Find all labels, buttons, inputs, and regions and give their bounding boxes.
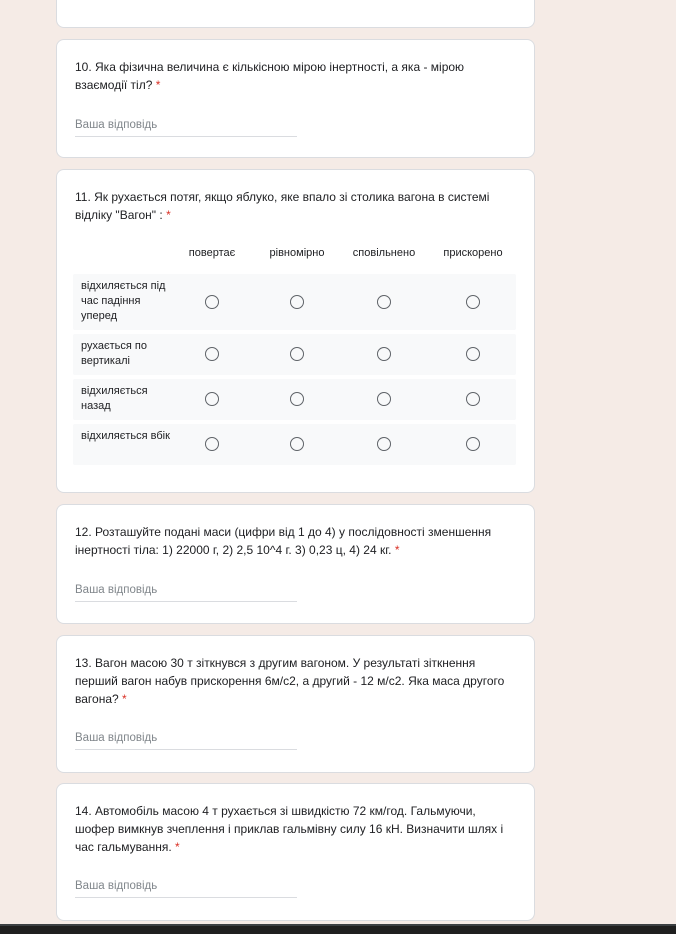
question-card-10 xyxy=(56,39,535,158)
answer-input-10[interactable]: Ваша відповідь xyxy=(75,116,297,137)
answer-input-12[interactable]: Ваша відповідь xyxy=(75,581,297,602)
grid-column-povertaie: повертає xyxy=(188,247,236,259)
required-asterisk: * xyxy=(155,78,161,92)
question-card-12 xyxy=(56,504,535,624)
grid-row-3-label: відхиляється назад xyxy=(81,385,148,412)
question-14-title: 14. Автомобіль масою 4 т рухається зі швидкістю 72 км/год. Гальмуючи, шофер вимкнув зчеплення і приклав гальмівну силу 16 кН. Визначити шлях і час гальмування. * xyxy=(75,804,504,854)
radio-row1-col4[interactable] xyxy=(466,295,480,309)
required-asterisk: * xyxy=(122,692,127,706)
grid-column-pryskoreno: прискорено xyxy=(443,247,503,259)
radio-row4-col2[interactable] xyxy=(290,437,304,451)
radio-row2-col2[interactable] xyxy=(290,347,304,361)
grid-row-4 xyxy=(73,424,516,465)
radio-row1-col1[interactable] xyxy=(205,295,219,309)
radio-row2-col3[interactable] xyxy=(377,347,391,361)
radio-row3-col3[interactable] xyxy=(377,392,391,406)
radio-row1-col2[interactable] xyxy=(290,295,304,309)
previous-question-card xyxy=(56,0,535,28)
question-13-title: 13. Вагон масою 30 т зіткнувся з другим вагоном. У результаті зіткнення перший вагон набув прискорення 6м/с2, а другий - 12 м/с2. Яка маса другого вагона? * xyxy=(75,656,505,706)
question-10-title: 10. Яка фізична величина є кількісною мірою інертності, а яка - мірою взаємодії тіл? * xyxy=(75,60,465,92)
grid-row-4-label: відхиляється вбік xyxy=(81,430,170,442)
required-asterisk: * xyxy=(166,208,171,222)
radio-row2-col4[interactable] xyxy=(466,347,480,361)
radio-row4-col1[interactable] xyxy=(205,437,219,451)
question-11-title: 11. Як рухається потяг, якщо яблуко, яке впало зі столика вагона в системі відліку "Вагон" : * xyxy=(75,190,490,222)
radio-row4-col4[interactable] xyxy=(466,437,480,451)
radio-row4-col3[interactable] xyxy=(377,437,391,451)
radio-row2-col1[interactable] xyxy=(205,347,219,361)
grid-row-1 xyxy=(73,274,516,330)
question-card-14 xyxy=(56,783,535,921)
radio-row1-col3[interactable] xyxy=(377,295,391,309)
question-12-title: 12. Розташуйте подані маси (цифри від 1 до 4) у послідовності зменшення інертності тіла: 1) 22000 г, 2) 2,5 10^4 г. 3) 0,23 ц, 4) 24 кг. * xyxy=(75,525,492,557)
required-asterisk: * xyxy=(394,543,400,557)
question-card-13 xyxy=(56,635,535,773)
answer-input-14[interactable]: Ваша відповідь xyxy=(75,877,297,898)
grid-row-2 xyxy=(73,334,516,375)
grid-row-1-label: відхиляється під час падіння уперед xyxy=(81,280,166,322)
radio-row3-col4[interactable] xyxy=(466,392,480,406)
grid-row-3 xyxy=(73,379,516,420)
bottom-bar-edge xyxy=(0,924,676,926)
radio-row3-col1[interactable] xyxy=(205,392,219,406)
radio-row3-col2[interactable] xyxy=(290,392,304,406)
grid-column-rivnomirno: рівномірно xyxy=(269,247,325,259)
answer-input-13[interactable]: Ваша відповідь xyxy=(75,729,297,750)
window-bottom-bar xyxy=(0,924,676,934)
grid-row-2-label: рухається по вертикалі xyxy=(81,340,147,367)
required-asterisk: * xyxy=(175,840,180,854)
grid-column-spovilneno: сповільнено xyxy=(352,247,416,259)
question-card-11 xyxy=(56,169,535,493)
